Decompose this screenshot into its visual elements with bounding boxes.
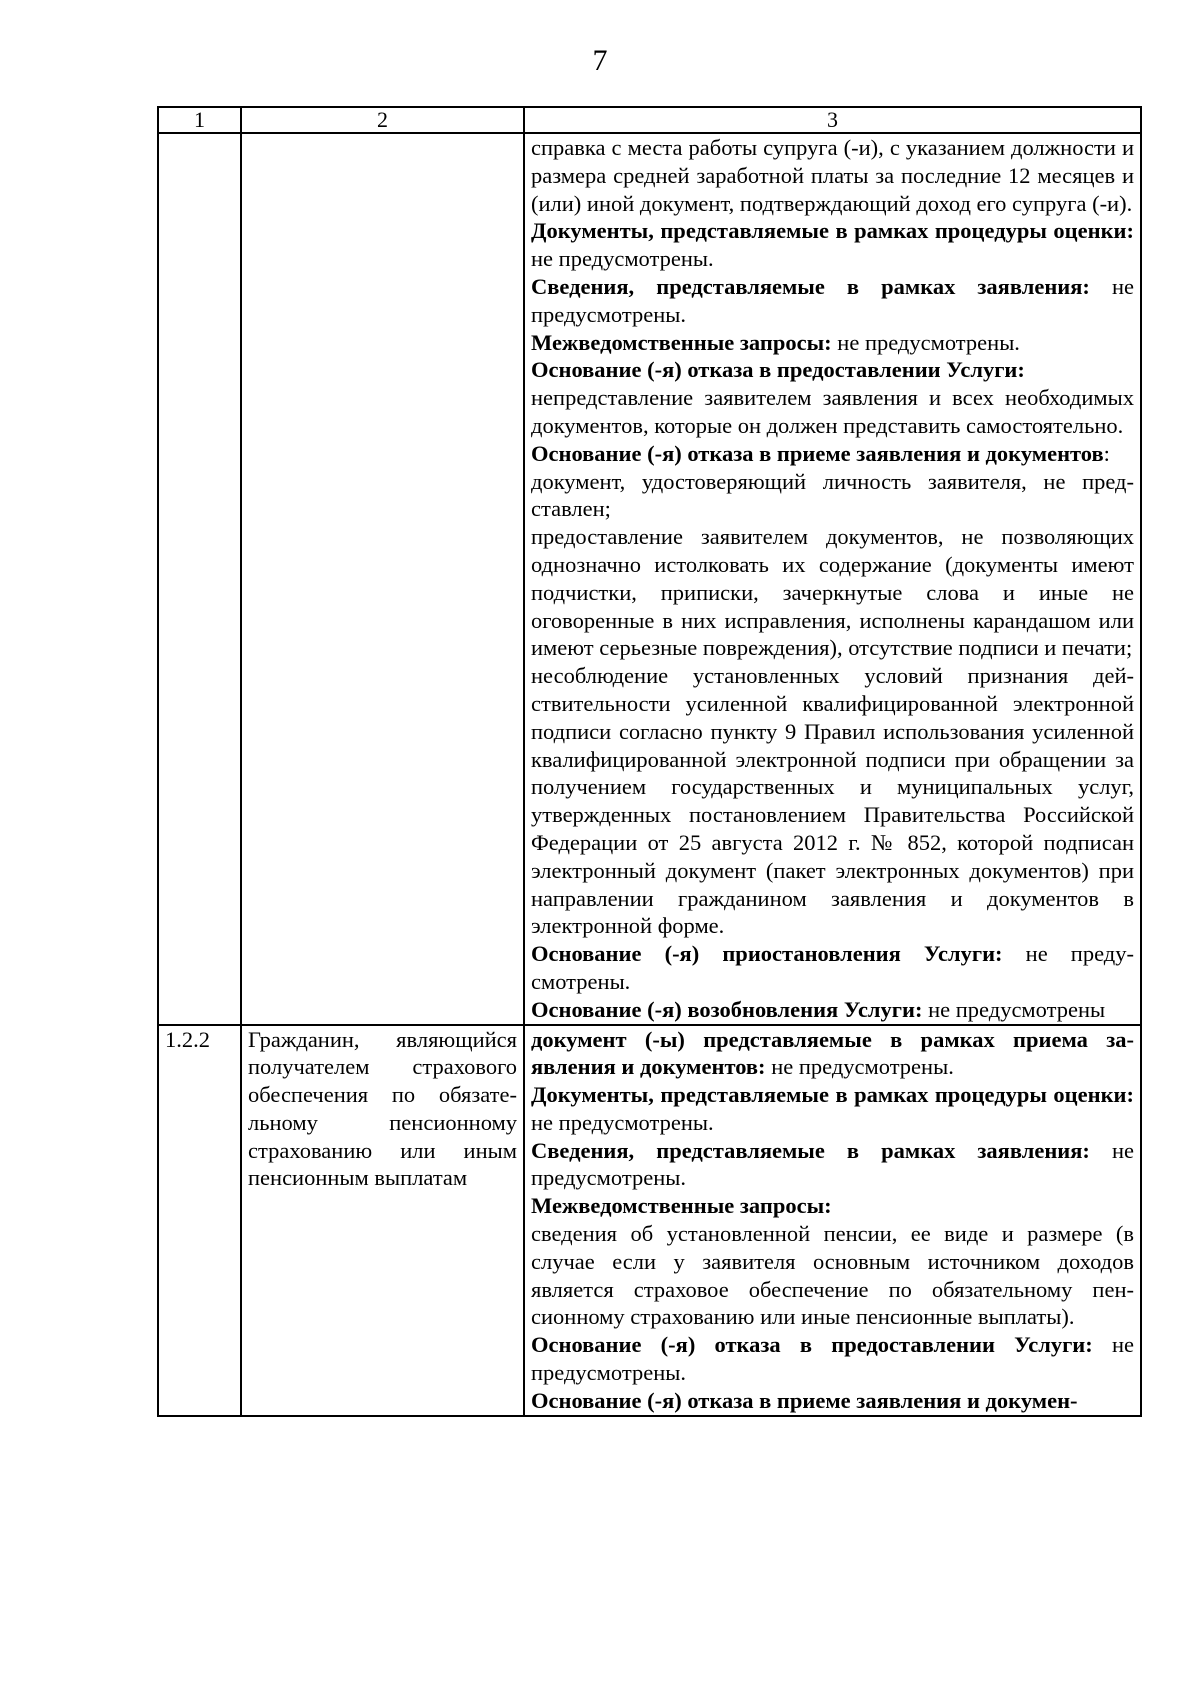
page-number: 7	[592, 44, 608, 77]
requirements-paragraph	[531, 940, 1134, 996]
table-row	[158, 1025, 1141, 1416]
paragraph-text: не предусмотрены.	[531, 941, 1134, 994]
applicant-category	[241, 133, 524, 1025]
paragraph-heading: Межведомственные запросы:	[531, 1193, 832, 1219]
paragraph-text: предоставление заявителем документов, не позволяющих однозначно истолковать их содержание (документы имеют подчистки, приписки, зачеркнутые слова и иные не оговоренные в них исправления, исполнены карандашом или имеют серьезные повреждения), отсутствие подписи и печати;	[531, 524, 1134, 661]
column-header-3: 3	[524, 107, 1141, 133]
paragraph-heading: Сведения, представляемые в рамках заявления:	[531, 273, 1090, 299]
requirements-paragraph	[531, 468, 1134, 524]
column-header-2: 2	[241, 107, 524, 133]
requirements-paragraph	[531, 1081, 1134, 1137]
requirements-paragraph	[531, 356, 1134, 384]
requirements-cell	[524, 133, 1141, 1025]
paragraph-text: не предусмотрены.	[831, 329, 1020, 355]
document-table	[157, 106, 1142, 1417]
applicant-category	[241, 1025, 524, 1416]
paragraph-heading: Документы, представляемые в рамках процедуры оценки:	[531, 218, 1134, 244]
requirements-paragraph	[531, 1137, 1134, 1193]
paragraph-text: не предусмотрены.	[531, 246, 714, 272]
paragraph-text: :	[1103, 440, 1110, 466]
requirements-paragraph	[531, 523, 1134, 662]
requirements-paragraph	[531, 384, 1134, 440]
requirements-paragraph	[531, 1331, 1134, 1387]
paragraph-heading: Основание (-я) приостановления Услуги:	[531, 941, 1003, 967]
table-row	[158, 133, 1141, 1025]
requirements-paragraph	[531, 217, 1134, 273]
paragraph-heading: Основание (-я) отказа в предоставлении Услуги:	[531, 1332, 1093, 1358]
paragraph-heading: Основание (-я) отказа в предоставлении Услуги:	[531, 357, 1025, 383]
paragraph-text: не предусмотрены.	[531, 1109, 714, 1135]
applicant-category-text: Гражданин, являющийся получателем страхового обеспечения по обязательному пенсионному страхованию или иным пенсионным выплатам	[248, 1026, 517, 1191]
requirements-cell	[524, 1025, 1141, 1416]
table-header-row	[158, 107, 1141, 133]
paragraph-heading: Основание (-я) отказа в приеме заявления и документов	[531, 440, 1104, 466]
paragraph-text: не предусмотрены	[922, 996, 1106, 1022]
requirements-paragraph	[531, 1387, 1134, 1415]
paragraph-heading: Основание (-я) возобновления Услуги:	[531, 996, 923, 1022]
paragraph-heading: Межведомственные запросы:	[531, 329, 832, 355]
requirements-paragraph	[531, 440, 1134, 468]
paragraph-heading: Основание (-я) отказа в приеме заявления и докумен-	[531, 1387, 1078, 1413]
paragraph-text: сведения об установленной пенсии, ее виде и размере (в случае если у заявителя основным источником доходов является страховое обеспечение по обязательному пенсионному страхованию или иные пенсионные выплаты).	[531, 1221, 1134, 1330]
paragraph-heading: документ (-ы) представляемые в рамках приема заявления и документов:	[531, 1026, 1134, 1080]
paragraph-text: непредставление заявителем заявления и всех необходимых документов, которые он должен представить самостоятельно.	[531, 385, 1134, 438]
requirements-paragraph	[531, 1192, 1134, 1220]
requirements-paragraph	[531, 996, 1134, 1024]
paragraph-heading: Документы, представляемые в рамках процедуры оценки:	[531, 1082, 1134, 1108]
row-number	[158, 133, 241, 1025]
paragraph-text: не предусмотрены.	[531, 273, 1135, 327]
requirements-paragraph	[531, 329, 1134, 357]
requirements-paragraph	[531, 1026, 1134, 1082]
paragraph-text: несоблюдение установленных условий признания действительности усиленной квалифицированной электронной подписи согласно пункту 9 Правил использования усиленной квалифицированной электронной подписи при обращении за получением государственных и муниципальных услуг, утвержденных постановлением Правительства Российской Федерации от 25 августа 2012 г. № 852, которой подписан электронный документ (пакет электронных документов) при направлении гражданином заявления и документов в электронной форме.	[531, 663, 1134, 939]
column-header-1: 1	[158, 107, 241, 133]
requirements-paragraph	[531, 273, 1134, 329]
paragraph-text: справка с места работы супруга (-и), с указанием должности и размера средней заработной платы за последние 12 месяцев и (или) иной документ, подтверждающий доход его супруга (-и).	[531, 135, 1134, 216]
requirements-paragraph	[531, 134, 1134, 217]
requirements-paragraph	[531, 662, 1134, 940]
paragraph-heading: Сведения, представляемые в рамках заявления:	[531, 1137, 1090, 1163]
paragraph-text: документ, удостоверяющий личность заявителя, не представлен;	[531, 468, 1134, 522]
paragraph-text: не предусмотрены.	[531, 1137, 1135, 1191]
paragraph-text: не предусмотрены.	[765, 1054, 954, 1080]
paragraph-text: не предусмотрены.	[531, 1332, 1135, 1386]
requirements-paragraph	[531, 1220, 1134, 1331]
row-number: 1.2.2	[158, 1025, 241, 1416]
